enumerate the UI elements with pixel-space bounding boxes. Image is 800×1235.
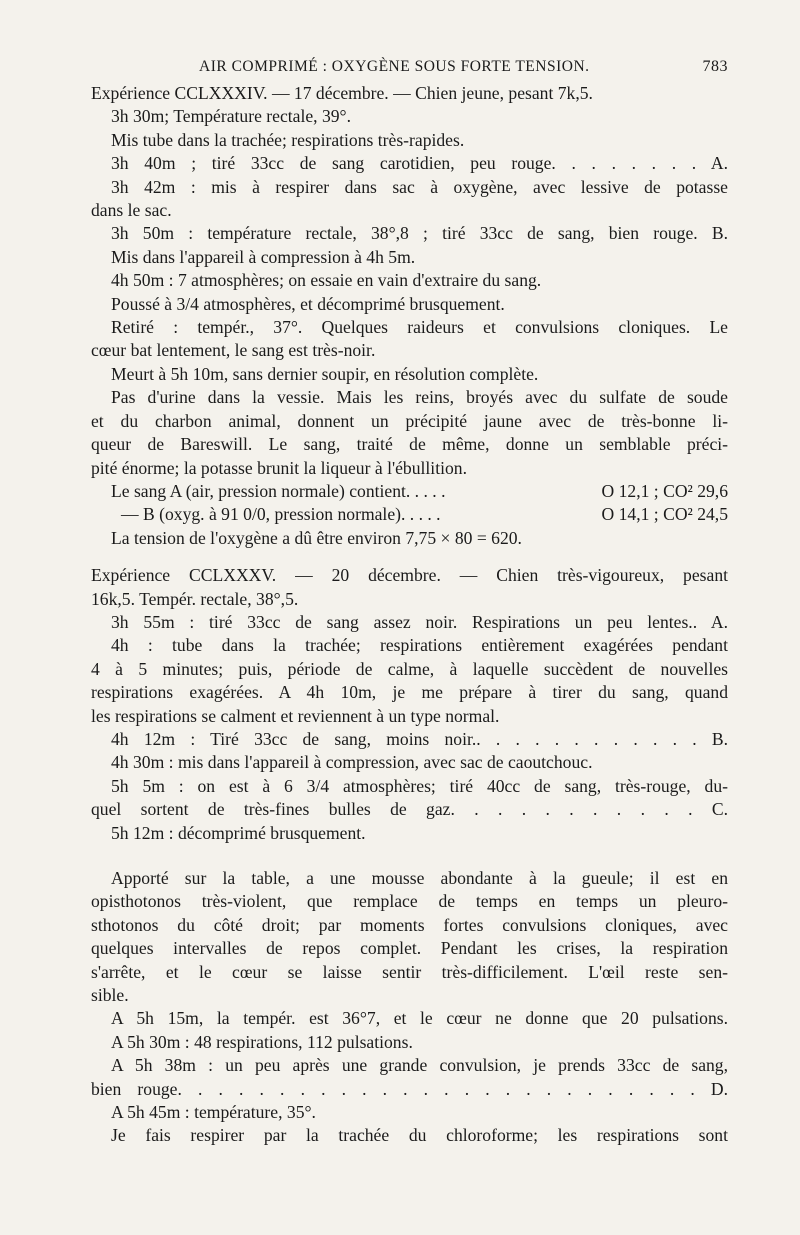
text-line: 3h 42m : mis à respirer dans sac à oxygène, avec lessive de potasse xyxy=(111,176,728,197)
text-line: Apporté sur la table, a une mousse abondante à la gueule; il est en xyxy=(111,868,728,888)
text-line: A 5h 30m : 48 respirations, 112 pulsations. xyxy=(111,1031,413,1052)
text-line: dans le sac. xyxy=(91,200,172,221)
text-line: 3h 55m : tiré 33cc de sang assez noir. Respirations un peu lentes.. A. xyxy=(111,611,728,632)
page-number: 783 xyxy=(702,58,728,75)
text-line: 5h 5m : on est à 6 3/4 atmosphères; tiré 40cc de sang, très-rouge, du- xyxy=(111,775,728,796)
text-line: 4h : tube dans la trachée; respirations entièrement exagérées pendant xyxy=(111,635,728,656)
text-line: A 5h 38m : un peu après une grande convulsion, je prends 33cc de sang, xyxy=(111,1055,728,1076)
text-line: 4h 50m : 7 atmosphères; on essaie en vain d'extraire du sang. xyxy=(111,270,542,291)
text-line: Je fais respirer par la trachée du chloroforme; les respirations sont xyxy=(111,1125,728,1146)
text-line: pité énorme; la potasse brunit la liqueur à l'ébullition. xyxy=(91,457,467,478)
text-line: quelques intervalles de repos complet. Pendant les crises, la respiration xyxy=(91,938,728,959)
text-line: Mis tube dans la trachée; respirations très-rapides. xyxy=(111,129,465,150)
measurement-row xyxy=(91,480,728,503)
text-line: Pas d'urine dans la vessie. Mais les reins, broyés avec du sulfate de soude xyxy=(111,387,728,408)
text-line: Poussé à 3/4 atmosphères, et décomprimé brusquement. xyxy=(111,293,505,314)
text-line: Mis dans l'appareil à compression à 4h 5m. xyxy=(111,246,416,267)
text-line: La tension de l'oxygène a dû être environ 7,75 × 80 = 620. xyxy=(111,527,522,548)
measurement-value: O 14,1 ; CO² 24,5 xyxy=(601,504,728,525)
body-text xyxy=(91,82,728,1148)
text-line: Retiré : tempér., 37°. Quelques raideurs et convulsions cloniques. Le xyxy=(111,317,728,338)
text-line: 4 à 5 minutes; puis, période de calme, à laquelle succèdent de nouvelles xyxy=(91,658,728,679)
measurement-label: — B (oxyg. à 91 0/0, pression normale). . . . . xyxy=(121,504,441,525)
measurement-row xyxy=(91,503,728,526)
text-line: 5h 12m : décomprimé brusquement. xyxy=(111,822,366,843)
text-line: A 5h 45m : température, 35°. xyxy=(111,1102,316,1123)
text-line: sthotonos du côté droit; par moments fortes convulsions cloniques, avec xyxy=(91,914,728,935)
measurement-label: Le sang A (air, pression normale) contient. . . . . xyxy=(111,480,446,501)
text-line: Expérience CCLXXXIV. — 17 décembre. — Chien jeune, pesant 7k,5. xyxy=(91,83,593,103)
text-line: 16k,5. Tempér. rectale, 38°,5. xyxy=(91,588,299,609)
paragraph-gap xyxy=(91,845,728,867)
text-line: 4h 12m : Tiré 33cc de sang, moins noir.. . . . . . . . . . . . B. xyxy=(111,728,728,749)
running-head xyxy=(199,58,728,76)
text-line: bien rouge. . . . . . . . . . . . . . . . . . . . . . . . . . D. xyxy=(91,1078,728,1099)
text-line: s'arrête, et le cœur se laisse sentir très-difficilement. L'œil reste sen- xyxy=(91,961,728,982)
text-line: queur de Bareswill. Le sang, traité de même, donne un semblable préci- xyxy=(91,434,728,455)
text-line: cœur bat lentement, le sang est très-noir. xyxy=(91,340,376,361)
running-title: AIR COMPRIMÉ : OXYGÈNE SOUS FORTE TENSION. xyxy=(199,58,590,75)
text-line: Meurt à 5h 10m, sans dernier soupir, en résolution complète. xyxy=(111,363,539,384)
text-line: respirations exagérées. A 4h 10m, je me prépare à tirer du sang, quand xyxy=(91,682,728,703)
text-line: quel sortent de très-fines bulles de gaz. . . . . . . . . . . C. xyxy=(91,799,728,820)
measurement-value: O 12,1 ; CO² 29,6 xyxy=(601,480,728,501)
text-line: opisthotonos très-violent, que remplace de temps en temps un pleuro- xyxy=(91,891,728,912)
text-line: 4h 30m : mis dans l'appareil à compression, avec sac de caoutchouc. xyxy=(111,752,593,773)
text-line: Expérience CCLXXXV. — 20 décembre. — Chien très-vigoureux, pesant xyxy=(91,565,728,586)
text-line: sible. xyxy=(91,985,129,1006)
text-line: A 5h 15m, la tempér. est 36°7, et le cœur ne donne que 20 pulsations. xyxy=(111,1008,728,1029)
text-line: 3h 30m; Température rectale, 39°. xyxy=(111,106,351,127)
paragraph-gap xyxy=(91,550,728,564)
text-line: les respirations se calment et reviennent à un type normal. xyxy=(91,705,500,726)
text-line: 3h 50m : température rectale, 38°,8 ; tiré 33cc de sang, bien rouge. B. xyxy=(111,223,728,244)
text-line: et du charbon animal, donnent un précipité jaune avec de très-bonne li- xyxy=(91,410,728,431)
text-line: 3h 40m ; tiré 33cc de sang carotidien, peu rouge. . . . . . . . A. xyxy=(111,153,728,174)
